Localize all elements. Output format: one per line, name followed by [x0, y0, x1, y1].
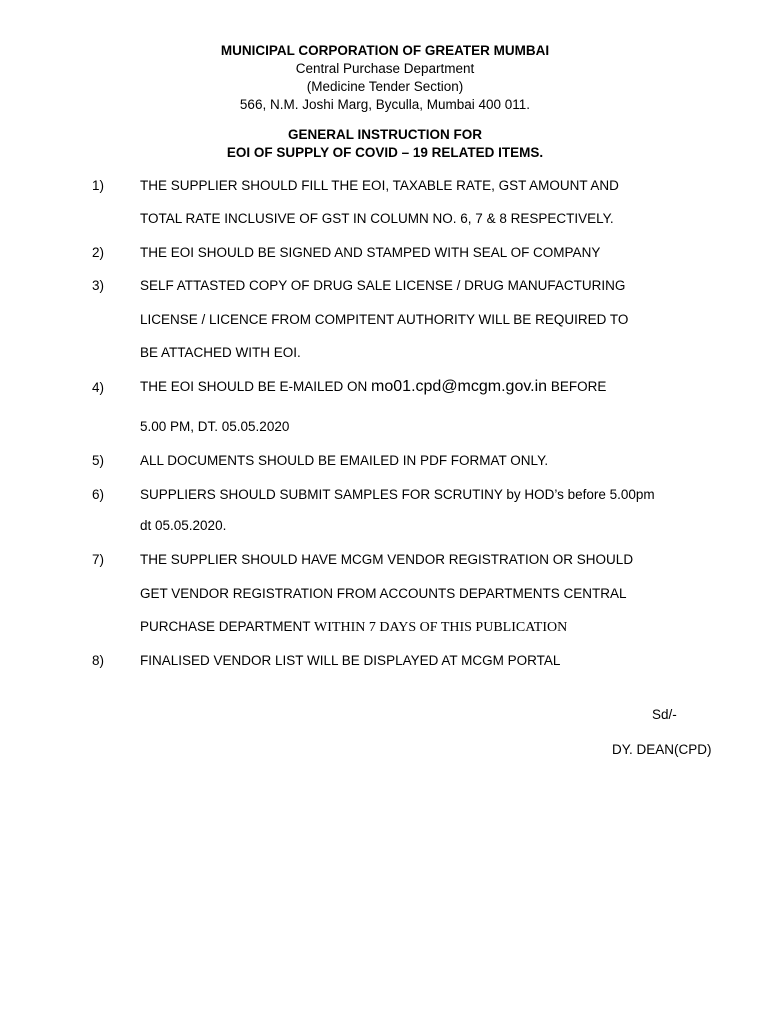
item-text-line: TOTAL RATE INCLUSIVE OF GST IN COLUMN NO. 6, 7 & 8 RESPECTIVELY.	[140, 211, 614, 226]
section-name: (Medicine Tender Section)	[306, 79, 464, 94]
item-text-line: SUPPLIERS SHOULD SUBMIT SAMPLES FOR SCRUTINY by HOD’s before 5.00pm	[140, 487, 655, 502]
item-number: 7)	[92, 552, 105, 567]
item-text-line: 5.00 PM, DT. 05.05.2020	[140, 419, 290, 434]
signature-mark: Sd/-	[652, 707, 677, 722]
item-text-line: THE SUPPLIER SHOULD HAVE MCGM VENDOR REGISTRATION OR SHOULD	[140, 552, 634, 567]
title-line-2: EOI OF SUPPLY OF COVID – 19 RELATED ITEMS.	[226, 145, 544, 160]
address: 566, N.M. Joshi Marg, Byculla, Mumbai 400 011.	[239, 97, 531, 112]
item-text-line	[140, 378, 606, 396]
item-text-prefix: PURCHASE DEPARTMENT	[140, 619, 315, 634]
org-name: MUNICIPAL CORPORATION OF GREATER MUMBAI	[220, 43, 550, 58]
item-number: 5)	[92, 453, 105, 468]
document-title	[0, 126, 770, 162]
item-text-line: dt 05.05.2020.	[140, 518, 227, 533]
item-text-prefix: THE EOI SHOULD BE E-MAILED ON	[140, 379, 372, 394]
item-number: 8)	[92, 653, 105, 668]
item-text-line: FINALISED VENDOR LIST WILL BE DISPLAYED AT MCGM PORTAL	[140, 653, 561, 668]
department-name: Central Purchase Department	[295, 61, 475, 76]
item-text-suffix: BEFORE	[547, 379, 607, 394]
letterhead	[0, 42, 770, 114]
title-line-1: GENERAL INSTRUCTION FOR	[287, 127, 482, 142]
item-text-line: ALL DOCUMENTS SHOULD BE EMAILED IN PDF FORMAT ONLY.	[140, 453, 549, 468]
item-text-line: THE SUPPLIER SHOULD FILL THE EOI, TAXABLE RATE, GST AMOUNT AND	[140, 178, 619, 193]
item-text-line: BE ATTACHED WITH EOI.	[140, 345, 301, 360]
item-text-line: GET VENDOR REGISTRATION FROM ACCOUNTS DEPARTMENTS CENTRAL	[140, 586, 627, 601]
item-number: 4)	[92, 380, 105, 395]
item-number: 6)	[92, 487, 105, 502]
item-number: 2)	[92, 245, 105, 260]
email-link[interactable]: mo01.cpd@mcgm.gov.in	[371, 378, 548, 395]
item-text-line: THE EOI SHOULD BE SIGNED AND STAMPED WITH SEAL OF COMPANY	[140, 245, 601, 260]
item-number: 3)	[92, 278, 105, 293]
signatory-designation: DY. DEAN(CPD)	[612, 742, 712, 757]
item-text-line: SELF ATTASTED COPY OF DRUG SALE LICENSE / DRUG MANUFACTURING	[140, 278, 626, 293]
item-text-line	[140, 618, 567, 637]
item-text-serif: WITHIN 7 DAYS OF THIS PUBLICATION	[314, 620, 568, 635]
item-number: 1)	[92, 178, 105, 193]
item-text-line: LICENSE / LICENCE FROM COMPITENT AUTHORITY WILL BE REQUIRED TO	[140, 312, 629, 327]
